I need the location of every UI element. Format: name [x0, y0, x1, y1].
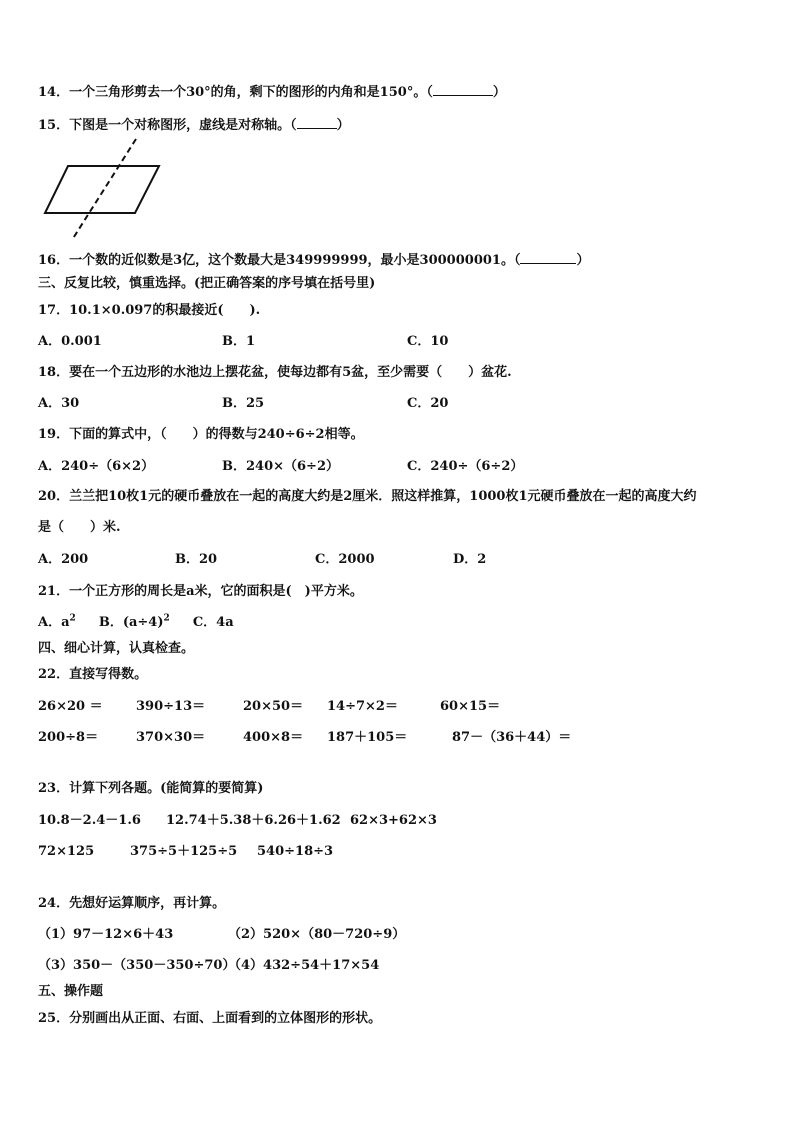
q18-option-c[interactable]: C．20	[407, 396, 449, 411]
section-3-heading: 三、反复比较，慎重选择。(把正确答案的序号填在括号里)	[38, 276, 376, 291]
section-4-heading: 四、细心计算，认真检查。	[38, 641, 195, 656]
q24-item-3: （3）350－（350－350÷70）	[38, 958, 236, 973]
q21-option-a-text: A．a	[38, 615, 70, 630]
q17-option-b[interactable]: B．1	[222, 334, 256, 349]
q21-options	[38, 615, 234, 631]
question-21: 21．一个正方形的周长是a米，它的面积是( )平方米。	[38, 584, 363, 599]
question-15	[38, 116, 350, 134]
q22-r2-c5: 87－（36＋44）＝	[452, 730, 572, 745]
q21-option-a[interactable]	[38, 615, 76, 630]
q24-item-4: （4）432÷54＋17×54	[228, 958, 380, 973]
q21-option-b-sup: 2	[163, 613, 170, 624]
question-25: 25．分别画出从正面、右面、上面看到的立体图形的形状。	[38, 1011, 382, 1026]
q22-r1-c3: 20×50＝	[243, 699, 304, 714]
q22-r1-c5: 60×15＝	[440, 699, 501, 714]
q21-option-b[interactable]	[99, 615, 170, 630]
q23-r1-c3: 62×3+62×3	[350, 813, 437, 828]
q20-option-c[interactable]: C．2000	[315, 552, 375, 567]
question-22: 22．直接写得数。	[38, 667, 148, 682]
q19-option-b[interactable]: B．240×（6÷2）	[222, 459, 340, 474]
q15-answer-blank[interactable]	[297, 116, 337, 129]
q18-option-b[interactable]: B．25	[222, 396, 265, 411]
q20-option-a[interactable]: A．200	[38, 552, 89, 567]
q23-r1-c1: 10.8－2.4－1.6	[38, 813, 141, 828]
parallelogram-figure	[40, 136, 165, 242]
q16-answer-blank[interactable]	[520, 251, 576, 264]
q17-option-a[interactable]: A．0.001	[38, 334, 102, 349]
question-19: 19．下面的算式中，（ ）的得数与240÷6÷2相等。	[38, 427, 364, 442]
question-20-line-2: 是（ ）米.	[38, 520, 121, 535]
q23-r2-c2: 375÷5＋125÷5	[130, 844, 238, 859]
q22-r1-c2: 390÷13＝	[136, 699, 206, 714]
q22-r1-c4: 14÷7×2＝	[327, 699, 398, 714]
question-24: 24．先想好运算顺序，再计算。	[38, 896, 226, 911]
q16-close: ）	[576, 253, 590, 268]
q23-r2-c3: 540÷18÷3	[257, 844, 334, 859]
q15-close: ）	[336, 118, 350, 133]
q22-r1-c1: 26×20 ＝	[38, 699, 103, 714]
question-17: 17．10.1×0.097的积最接近( ).	[38, 303, 261, 318]
q17-option-c[interactable]: C．10	[407, 334, 449, 349]
q20-option-d[interactable]: D．2	[453, 552, 487, 567]
q15-text: 15．下图是一个对称图形，虚线是对称轴。（	[38, 118, 297, 133]
q20-option-b[interactable]: B．20	[175, 552, 218, 567]
q18-option-a[interactable]: A．30	[38, 396, 80, 411]
q19-option-c[interactable]: C．240÷（6÷2）	[407, 459, 524, 474]
symmetry-axis-dashed	[72, 139, 136, 240]
question-16	[38, 251, 589, 269]
question-23: 23．计算下列各题。(能简算的要简算)	[38, 781, 264, 796]
q14-close: ）	[492, 85, 506, 100]
q23-r2-c1: 72×125	[38, 844, 95, 859]
parallelogram-shape	[45, 166, 159, 213]
question-18: 18．要在一个五边形的水池边上摆花盆，使每边都有5盆，至少需要（ ）盆花.	[38, 365, 512, 380]
q23-r1-c2: 12.74＋5.38＋6.26＋1.62	[166, 813, 341, 828]
q21-option-b-text: B．(a÷4)	[98, 615, 164, 630]
q21-option-c[interactable]: C．4a	[192, 615, 234, 630]
q14-text: 14．一个三角形剪去一个30°的角，剩下的图形的内角和是150°。（	[38, 85, 433, 100]
q22-r2-c4: 187＋105＝	[327, 730, 408, 745]
q22-r2-c3: 400×8＝	[243, 730, 304, 745]
q16-text: 16．一个数的近似数是3亿，这个数最大是349999999，最小是300000001。（	[38, 253, 521, 268]
q22-r2-c2: 370×30＝	[136, 730, 206, 745]
q24-item-2: （2）520×（80－720÷9）	[228, 927, 406, 942]
q14-answer-blank[interactable]	[433, 83, 493, 96]
q22-r2-c1: 200÷8＝	[38, 730, 99, 745]
q19-option-a[interactable]: A．240÷（6×2）	[38, 459, 155, 474]
question-20-line-1: 20．兰兰把10枚1元的硬币叠放在一起的高度大约是2厘米．照这样推算，1000枚1元硬币叠放在一起的高度大约	[38, 489, 697, 504]
q24-item-1: （1）97－12×6＋43	[38, 927, 174, 942]
q21-option-a-sup: 2	[69, 613, 76, 624]
section-5-heading: 五、操作题	[38, 984, 104, 999]
question-14	[38, 83, 506, 101]
